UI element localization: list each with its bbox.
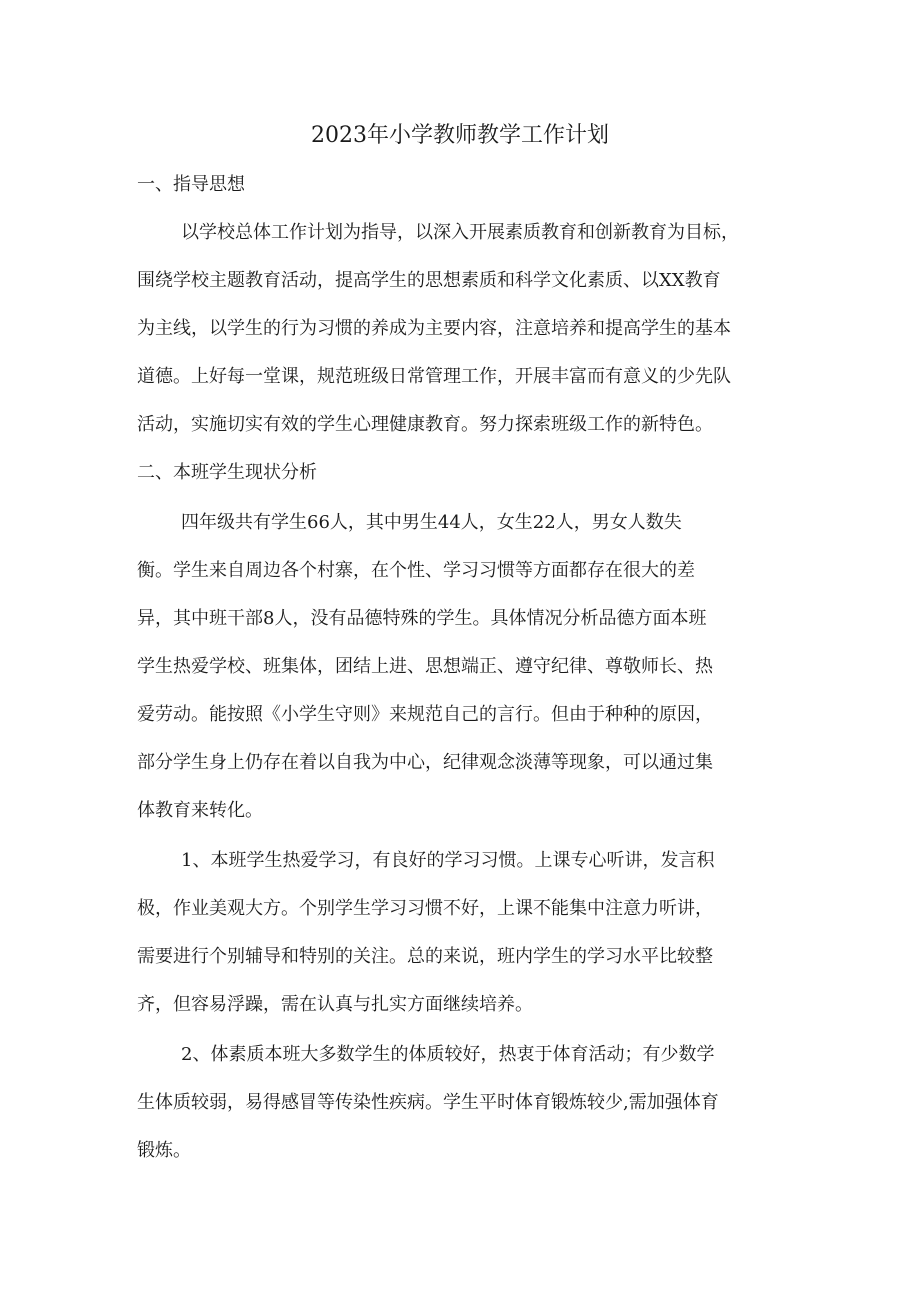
section-heading-class-analysis: 二、本班学生现状分析 xyxy=(137,462,317,483)
paragraph-line: 齐，但容易浮躁，需在认真与扎实方面继续培养。 xyxy=(137,994,533,1015)
paragraph-line: 异，其中班干部8人，没有品德特殊的学生。具体情况分析品德方面本班 xyxy=(137,608,707,629)
paragraph-line: 极，作业美观大方。个别学生学习习惯不好，上课不能集中注意力听讲， xyxy=(137,898,713,919)
section-heading-guiding-thought: 一、指导思想 xyxy=(137,174,245,195)
paragraph-line: 衡。学生来自周边各个村寨，在个性、学习习惯等方面都存在很大的差 xyxy=(137,560,695,581)
paragraph-line: 需要进行个别辅导和特别的关注。总的来说，班内学生的学习水平比较整 xyxy=(137,946,713,967)
paragraph-line: 以学校总体工作计划为指导，以深入开展素质教育和创新教育为目标， xyxy=(181,222,739,243)
paragraph-line: 部分学生身上仍存在着以自我为中心，纪律观念淡薄等现象，可以通过集 xyxy=(137,752,713,773)
paragraph-line: 道德。上好每一堂课，规范班级日常管理工作，开展丰富而有意义的少先队 xyxy=(137,366,731,387)
paragraph-line: 体教育来转化。 xyxy=(137,800,263,821)
paragraph-line: 2、体素质本班大多数学生的体质较好，热衷于体育活动；有少数学 xyxy=(181,1044,715,1065)
paragraph-line: 活动，实施切实有效的学生心理健康教育。努力探索班级工作的新特色。 xyxy=(137,414,713,435)
paragraph-line: 生体质较弱，易得感冒等传染性疾病。学生平时体育锻炼较少,需加强体育 xyxy=(137,1092,719,1113)
document-title: 2023年小学教师教学工作计划 xyxy=(311,123,609,148)
paragraph-line: 为主线，以学生的行为习惯的养成为主要内容，注意培养和提高学生的基本 xyxy=(137,318,731,339)
paragraph-line: 四年级共有学生66人，其中男生44人，女生22人，男女人数失 xyxy=(181,512,682,533)
paragraph-line: 学生热爱学校、班集体，团结上进、思想端正、遵守纪律、尊敬师长、热 xyxy=(137,656,713,677)
paragraph-line: 锻炼。 xyxy=(137,1140,191,1161)
paragraph-line: 爱劳动。能按照《小学生守则》来规范自己的言行。但由于种种的原因， xyxy=(137,704,713,725)
paragraph-line: 围绕学校主题教育活动，提高学生的思想素质和科学文化素质、以XX教育 xyxy=(137,270,721,291)
paragraph-line: 1、本班学生热爱学习，有良好的学习习惯。上课专心听讲，发言积 xyxy=(181,850,715,871)
